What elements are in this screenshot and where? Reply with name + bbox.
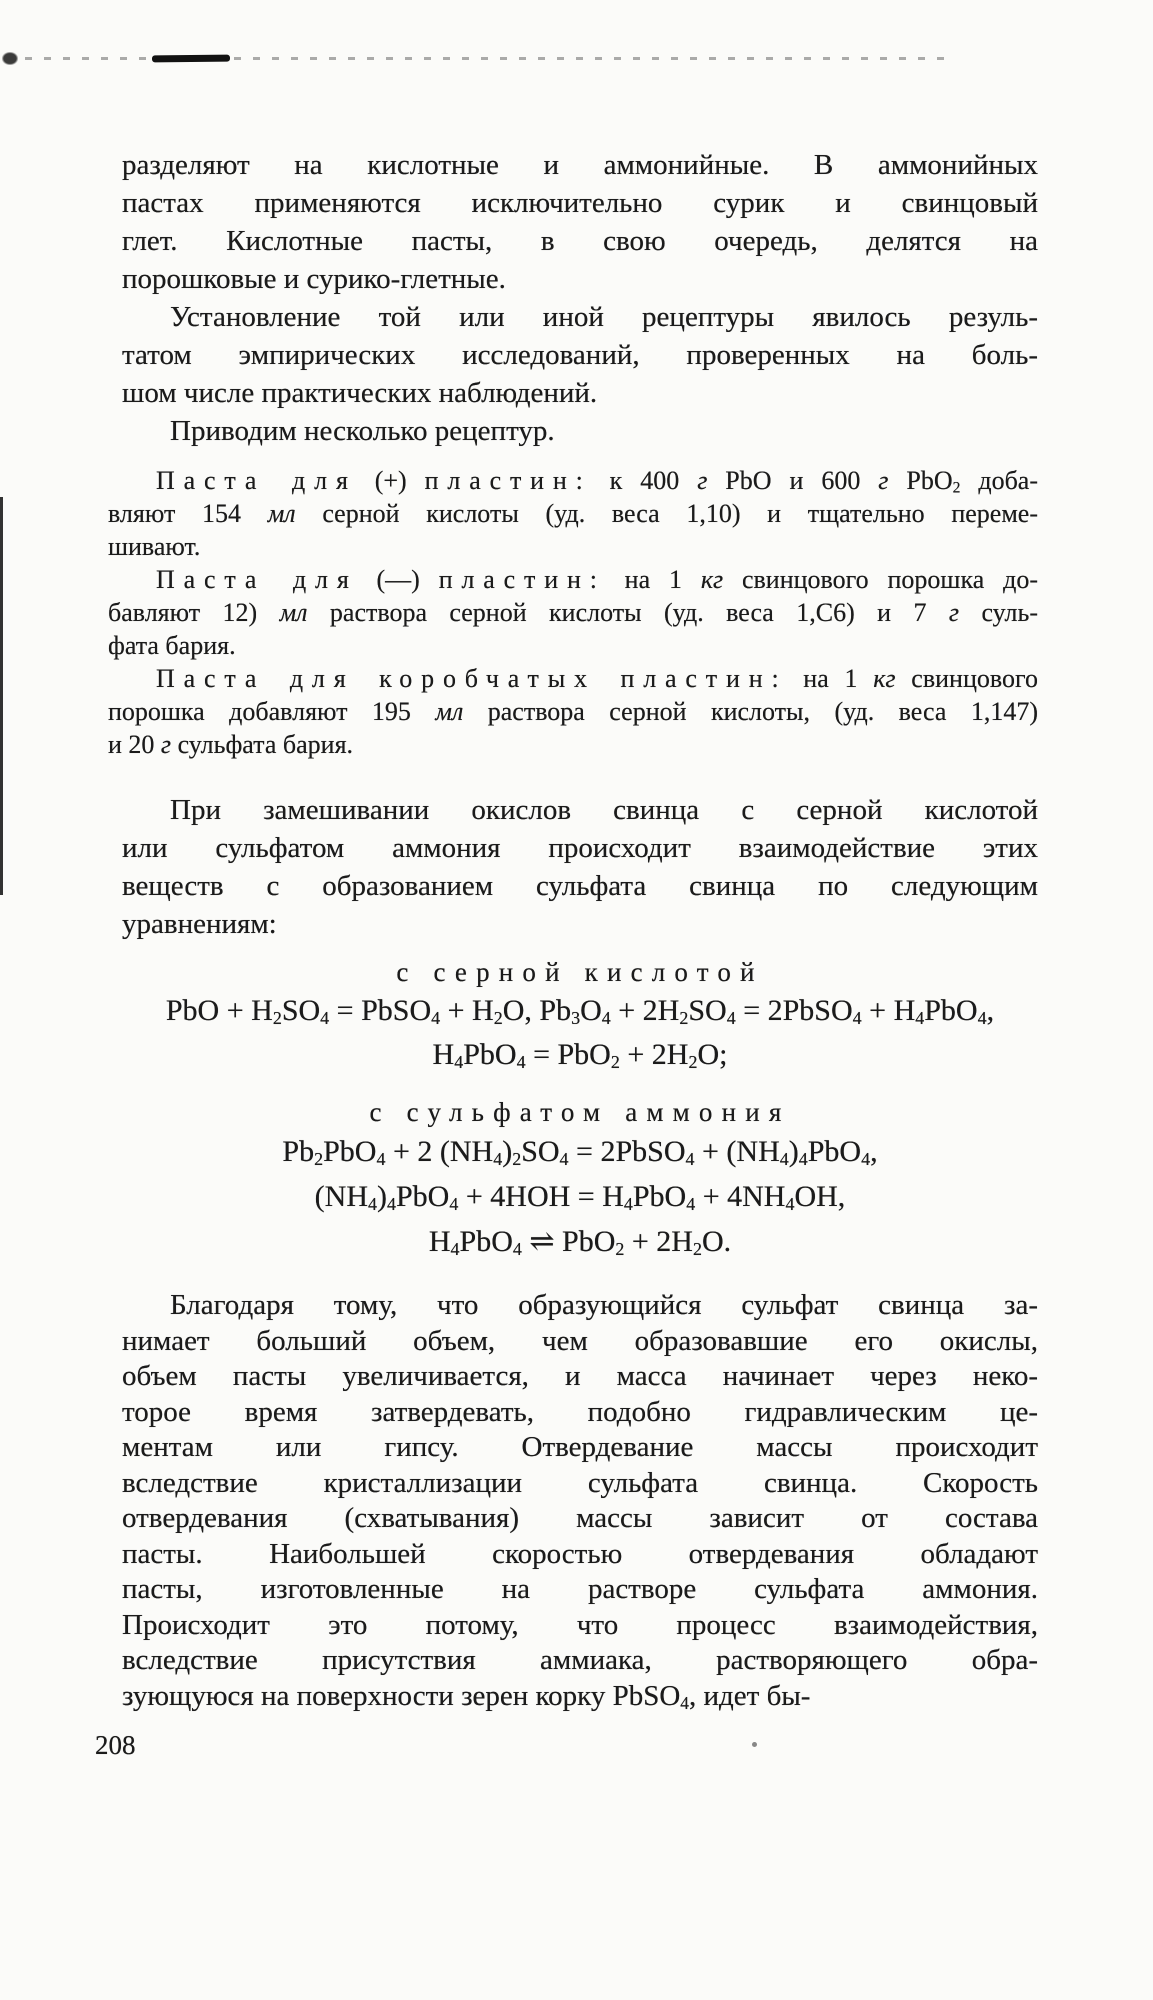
text-line: вляют 154 мл серной кислоты (уд. веса 1,10) и тщательно переме- (108, 499, 1039, 528)
text-line: вследствие кристаллизации сульфата свинца. Скорость (122, 1466, 1038, 1499)
text-line: фата бария. (108, 631, 236, 660)
text-line: объем пасты увеличивается, и масса начинает через неко- (122, 1360, 1038, 1392)
recipes-section (108, 464, 1038, 761)
text-line: пасты, изготовленные на растворе сульфата аммония. (122, 1573, 1038, 1605)
equations-ammonium-sulfate (110, 1129, 1050, 1264)
paragraph-reactions-intro (122, 791, 1038, 943)
text-line: Паста для коробчатых пластин: на 1 кг свинцового (156, 664, 1038, 693)
paragraph-recipe-origin (122, 298, 1038, 412)
text-line: бавляют 12) мл раствора серной кислоты (уд. веса 1,С6) и 7 г суль- (108, 598, 1038, 627)
text-line: порошка добавляют 195 мл раствора серной кислоты, (уд. веса 1,147) (108, 697, 1038, 726)
text-line: $(NH_4)_4PbO_4 + 4HOH = H_4PbO_4 + 4NH_4OH$, (314, 1180, 846, 1214)
text-line: пастах применяются исключительно сурик и свинцовый (122, 187, 1038, 219)
recipe-box-plates (108, 662, 1038, 761)
paragraph-recipes-intro (122, 412, 1038, 450)
text-line: Приводим несколько рецептур. (170, 415, 555, 447)
text-line: Происходит это потому, что процесс взаимодействия, (122, 1608, 1038, 1641)
text-line: $H_4PbO_4 = PbO_2 + 2H_2O$; (432, 1038, 728, 1072)
text-line: Паста для (—) пластин: на 1 кг свинцового порошка до- (156, 565, 1038, 594)
text-line: нимает больший объем, чем образовавшие его окислы, (122, 1324, 1038, 1357)
text-line: уравнениям: (122, 908, 277, 940)
equation-heading-ammonium-sulfate: с сульфатом аммония (369, 1097, 791, 1127)
text-line: разделяют на кислотные и аммонийные. В аммонийных (122, 149, 1038, 181)
recipe-negative-plates (108, 563, 1038, 662)
text-line: глет. Кислотные пасты, в свою очередь, делятся на (122, 225, 1038, 257)
equation-heading-sulfuric-acid: с серной кислотой (396, 957, 764, 987)
text-line: Установление той или иной рецептуры явилось резуль- (170, 301, 1038, 333)
text-line: При замешивании окислов свинца с серной кислотой (170, 794, 1038, 826)
text-line: ментам или гипсу. Отвердевание массы происходит (122, 1431, 1038, 1463)
text-line: отвердевания (схватывания) массы зависит от состава (122, 1502, 1038, 1534)
text-line: веществ с образованием сульфата свинца по следующим (122, 870, 1038, 902)
paragraph-pastes-classification (122, 146, 1038, 298)
text-column (95, 146, 1039, 1760)
paragraph-hardening (122, 1288, 1038, 1714)
text-line: или сульфатом аммония происходит взаимодействие этих (122, 832, 1038, 864)
scan-left-edge-line (0, 497, 3, 895)
text-line: порошковые и сурико-глетные. (122, 263, 506, 295)
equations-sulfuric-acid (110, 989, 1050, 1077)
text-line: $Pb_2PbO_4 + 2$ $(NH_4)_2SO_4$ = 2PbSO$_4$ + $(NH_4)_4PbO_4$, (282, 1135, 878, 1169)
text-line: шом числе практических наблюдений. (122, 377, 598, 409)
text-line: вследствие присутствия аммиака, растворяющего обра- (122, 1644, 1038, 1676)
scan-ink-smudge (152, 55, 230, 63)
scan-corner-mark (2, 52, 18, 65)
text-line: торое время затвердевать, подобно гидравлическим це- (122, 1395, 1038, 1428)
text-line: пасты. Наибольшей скоростью отвердевания обладают (122, 1537, 1038, 1570)
text-line: и 20 г сульфата бария. (108, 730, 354, 759)
recipe-positive-plates (108, 464, 1038, 563)
text-line: зующуюся на поверхности зерен корку PbSO$_4$, идет бы- (122, 1679, 811, 1713)
text-line: $H_4PbO_4$ ⇌ $PbO_2 + 2H_2O$. (428, 1225, 732, 1259)
page-number: 208 (95, 1730, 136, 1760)
text-line: Благодаря тому, что образующийся сульфат свинца за- (170, 1289, 1038, 1321)
text-line: PbO + $H_2SO_4$ = PbSO$_4$ + $H_2O$, $Pb_3O_4 + 2H_2SO_4$ = 2PbSO$_4$ + $H_4PbO_4$, (165, 994, 995, 1028)
text-line: Паста для (+) пластин: к 400 г PbO и 600 г PbO$_2$ доба- (156, 466, 1039, 497)
text-line: шивают. (108, 532, 201, 561)
text-line: татом эмпирических исследований, проверенных на боль- (122, 339, 1038, 371)
